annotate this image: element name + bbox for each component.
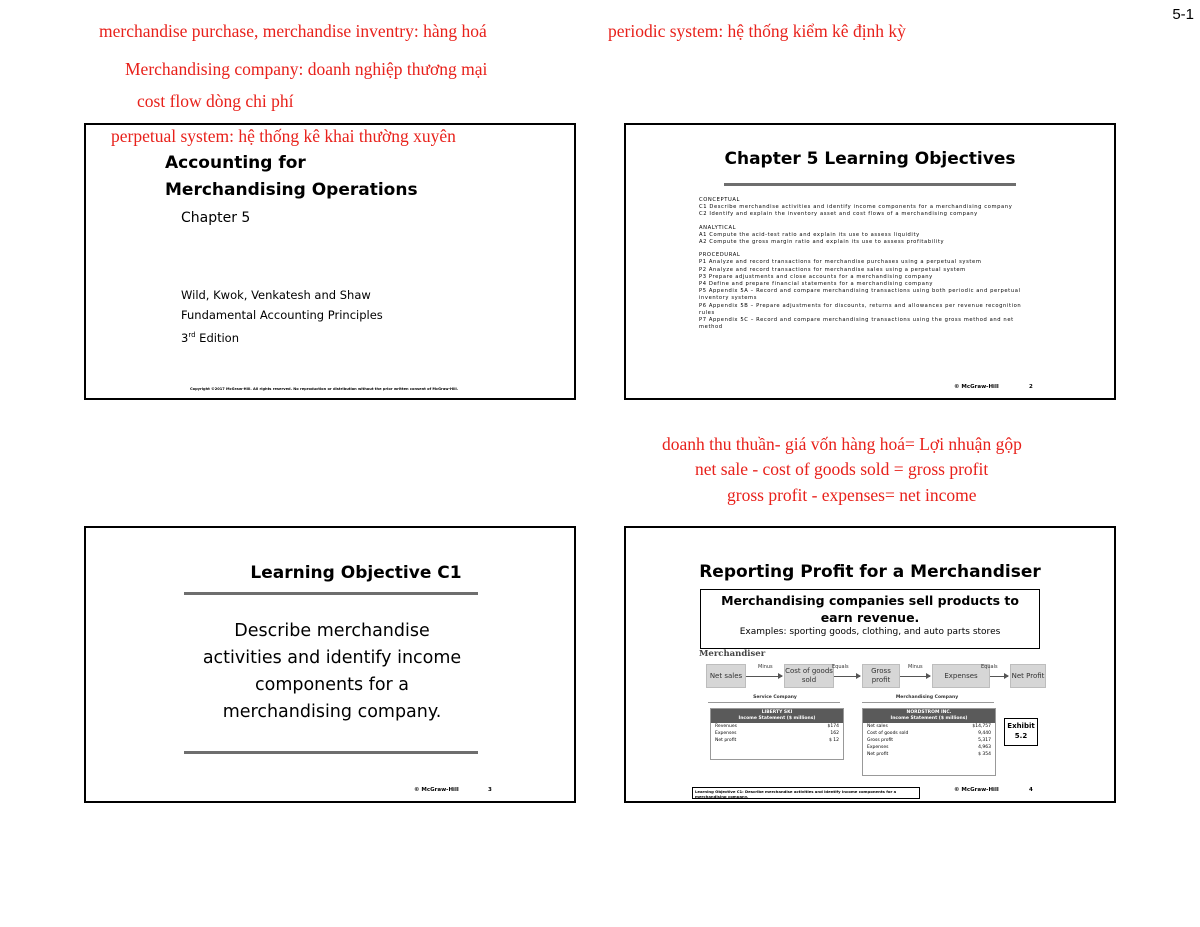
flow-expenses: Expenses <box>932 664 990 688</box>
slide2-objectives: CONCEPTUAL C1 Describe merchandise activities and identify income components for a merchandising company C2 Identify and explain the inventory asset and cost flows of a merchandising company ANALYTICAL A1 Compute the acid-test ratio and explain its use to assess liquidity A2 Compute the gross margin ratio and explain its use to assess profitability PROCEDURAL P1 Analyze and record transactions for merchandise purchases using a perpetual system P2 Analyze and record transactions for merchandise sales using a perpetual system P3 Prepare adjustments and close accounts for a merchandising company P4 Define and prepare financial statements for a merchandising company P5 Appendix 5A – Record and compare merchandising transactions using both periodic and perpetual inventory systems P6 Appendix 5B – Prepare adjustments for discounts, returns and allowances per revenue recognition rules P7 Appendix 5C – Record and compare merchandising transactions using the gross method and net method <box>699 197 1022 331</box>
flow-arrow-1 <box>746 676 782 677</box>
slide3-body: Describe merchandise activities and identify income components for a merchandising company. <box>202 621 462 722</box>
slide4-merchandiser-label: Merchandiser <box>699 649 766 659</box>
slide4-lo-note: Learning Objective C1: Describe merchandise activities and identify income components for a merchandising company. <box>692 787 920 799</box>
flow-gross-profit: Gross profit <box>862 664 900 688</box>
slide2-title-rule <box>724 183 1016 186</box>
slide4-definition-box: Merchandising companies sell products to earn revenue. Examples: sporting goods, clothing, and auto parts stores <box>700 589 1040 649</box>
slide2-footer: © McGraw-Hill <box>954 384 999 390</box>
merch-company-label: Merchandising Company <box>895 695 959 700</box>
slide3-title: Learning Objective C1 <box>250 563 462 583</box>
slide3-number: 3 <box>488 787 492 793</box>
slide-2 <box>624 123 1116 400</box>
flow-arrow-2 <box>834 676 860 677</box>
slide1-authors: Wild, Kwok, Venkatesh and Shaw <box>181 288 371 302</box>
slide-3 <box>84 526 576 803</box>
service-rule <box>708 702 840 703</box>
flow-cogs: Cost of goods sold <box>784 664 834 688</box>
slide1-chapter: Chapter 5 <box>181 210 251 226</box>
note-formula-en: net sale - cost of goods sold = gross profit <box>695 459 989 479</box>
slide2-title: Chapter 5 Learning Objectives <box>724 149 1016 169</box>
flow-op-equals-1: Equals <box>832 664 849 670</box>
slide4-title: Reporting Profit for a Merchandiser <box>699 562 1041 582</box>
slide1-book: Fundamental Accounting Principles <box>181 308 383 322</box>
note-periodic: periodic system: hệ thống kiểm kê định kỳ <box>608 21 906 41</box>
note-formula-vi: doanh thu thuần- giá vốn hàng hoá= Lợi nhuận gộp <box>662 434 1022 454</box>
slide1-title-line1: Accounting for <box>165 153 306 173</box>
slide1-copyright: Copyright ©2017 McGraw-Hill. All rights reserved. No reproduction or distribution without the prior written consent of McGraw-Hill. <box>190 387 459 391</box>
slide4-number: 4 <box>1029 787 1033 793</box>
note-cost-flow: cost flow dòng chi phí <box>137 91 294 111</box>
service-income-statement: LIBERTY SKI Income Statement ($ millions) Revenues $174 Expenses 162 Net profit $ 12 <box>710 708 844 760</box>
flow-arrow-4 <box>990 676 1008 677</box>
note-formula-net-income: gross profit - expenses= net income <box>727 485 977 505</box>
slide1-title-line2: Merchandising Operations <box>165 180 418 200</box>
slide-1 <box>84 123 576 400</box>
slide3-footer: © McGraw-Hill <box>414 787 459 793</box>
flow-net-sales: Net sales <box>706 664 746 688</box>
flow-op-minus-1: Minus <box>758 664 773 670</box>
service-company-label: Service Company <box>753 695 797 700</box>
page-number: 5-1 <box>1172 6 1194 23</box>
slide4-footer: © McGraw-Hill <box>954 787 999 793</box>
slide3-bottom-rule <box>184 751 478 754</box>
note-company: Merchandising company: doanh nghiệp thương mại <box>125 59 488 79</box>
slide-4 <box>624 526 1116 803</box>
slide1-edition: 3rd Edition <box>181 330 239 345</box>
flow-arrow-3 <box>900 676 930 677</box>
note-perpetual: perpetual system: hệ thống kê khai thường xuyên <box>111 126 456 146</box>
note-merchandise: merchandise purchase, merchandise inventry: hàng hoá <box>99 21 487 41</box>
slide3-title-rule <box>184 592 478 595</box>
exhibit-label: Exhibit 5.2 <box>1004 718 1038 746</box>
slide2-number: 2 <box>1029 384 1033 390</box>
merch-rule <box>862 702 994 703</box>
flow-net-profit: Net Profit <box>1010 664 1046 688</box>
merch-income-statement: NORDSTROM INC. Income Statement ($ millions) Net sales $14,757 Cost of goods sold 9,440 Gross profit 5,317 Expenses 4,963 Net profit $ 354 <box>862 708 996 776</box>
flow-op-equals-2: Equals <box>981 664 998 670</box>
flow-op-minus-2: Minus <box>908 664 923 670</box>
